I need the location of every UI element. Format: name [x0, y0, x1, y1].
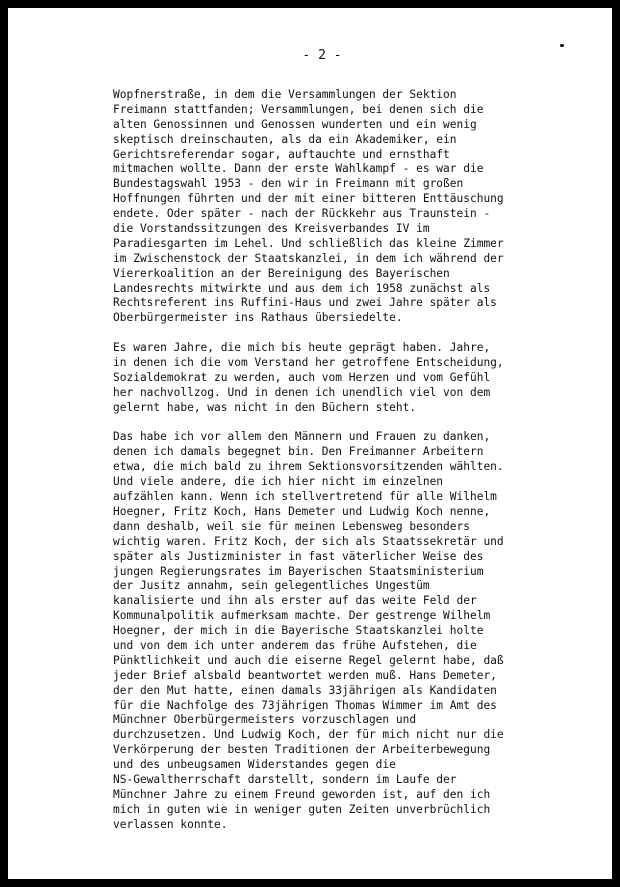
text-line: und des unbeugsamen Widerstandes gegen die — [113, 758, 396, 772]
text-line: skeptisch dreinschauten, als da ein Akademiker, ein — [113, 132, 457, 146]
ink-mark — [560, 44, 564, 47]
text-line: später als Justizminister in fast väterlicher Weise des — [113, 549, 484, 563]
text-line: NS-Gewaltherrschaft darstellt, sondern im Laufe der — [113, 772, 457, 786]
text-line: mitmachen wollte. Dann der erste Wahlkampf - es war die — [113, 162, 484, 176]
text-line: Sozialdemokrat zu werden, auch vom Herzen und vom Gefühl — [113, 370, 491, 384]
text-line: gelernt habe, was nicht in den Büchern steht. — [113, 400, 417, 414]
text-line: Paradiesgarten im Lehel. Und schließlich das kleine Zimmer — [113, 236, 504, 250]
text-line: dann deshalb, weil sie für meinen Lebensweg besonders — [113, 519, 470, 533]
text-line: Es waren Jahre, die mich bis heute geprägt haben. Jahre, — [113, 341, 491, 355]
body-text — [113, 88, 563, 847]
paragraph — [113, 430, 563, 832]
text-line: jungen Regierungsrates im Bayerischen Staatsministerium — [113, 564, 484, 578]
text-line: der den Mut hatte, einen damals 33jährigen als Kandidaten — [113, 683, 497, 697]
text-line: Hoffnungen führten und der mit einer bitteren Enttäuschung — [113, 192, 504, 206]
text-line: Verkörperung der besten Traditionen der Arbeiterbewegung — [113, 743, 491, 757]
text-line: der Jusitz annahm, sein gelegentliches Ungestüm — [113, 579, 430, 593]
text-line: Landesrechts mitwirkte und aus dem ich 1958 zunächst als — [113, 281, 491, 295]
text-line: für die Nachfolge des 73jährigen Thomas Wimmer im Amt des — [113, 698, 497, 712]
text-line: Freimann stattfanden; Versammlungen, bei denen sich die — [113, 102, 484, 116]
text-line: Rechtsreferent ins Ruffini-Haus und zwei Jahre später als — [113, 296, 497, 310]
text-line: alten Genossinnen und Genossen wunderten und ein wenig — [113, 117, 477, 131]
text-line: jeder Brief alsbald beantwortet werden muß. Hans Demeter, — [113, 668, 497, 682]
text-line: wichtig waren. Fritz Koch, der sich als Staatssekretär und — [113, 534, 504, 548]
paragraph — [113, 341, 563, 415]
text-line: die Vorstandssitzungen des Kreisverbandes IV im — [113, 222, 430, 236]
document-page — [8, 8, 612, 879]
text-line: etwa, die mich bald zu ihrem Sektionsvorsitzenden wählten. — [113, 460, 504, 474]
text-line: Pünktlichkeit und auch die eiserne Regel gelernt habe, daß — [113, 653, 504, 667]
text-line: endete. Oder später - nach der Rückkehr aus Traunstein - — [113, 207, 491, 221]
text-line: Bundestagswahl 1953 - den wir in Freimann mit großen — [113, 177, 464, 191]
text-line: kanalisierte und ihn als erster auf das weite Feld der — [113, 594, 477, 608]
text-line: denen ich damals begegnet bin. Den Freimanner Arbeitern — [113, 445, 484, 459]
text-line: Viererkoalition an der Bereinigung des Bayerischen — [113, 266, 450, 280]
text-line: Kommunalpolitik aufmerksam machte. Der gestrenge Wilhelm — [113, 609, 491, 623]
paragraph — [113, 88, 563, 326]
text-line: Hoegner, Fritz Koch, Hans Demeter und Ludwig Koch nenne, — [113, 504, 491, 518]
text-line: Münchner Jahre zu einem Freund geworden ist, auf den ich — [113, 787, 491, 801]
text-line: Wopfnerstraße, in dem die Versammlungen der Sektion — [113, 88, 457, 101]
text-line: Und viele andere, die ich hier nicht im einzelnen — [113, 475, 444, 489]
text-line: im Zwischenstock der Staatskanzlei, in dem ich während der — [113, 251, 504, 265]
text-line: durchzusetzen. Und Ludwig Koch, der für mich nicht nur die — [113, 728, 504, 742]
text-line: aufzählen kann. Wenn ich stellvertretend für alle Wilhelm — [113, 490, 497, 504]
text-line: Münchner Oberbürgermeisters vorzuschlagen und — [113, 713, 417, 727]
text-line: mich in guten wie in weniger guten Zeiten unverbrüchlich — [113, 802, 491, 816]
text-line: und von dem ich unter anderem das frühe Aufstehen, die — [113, 638, 477, 652]
text-line: Hoegner, der mich in die Bayerische Staatskanzlei holte — [113, 624, 484, 638]
text-line: her nachvollzog. Und in denen ich unendlich viel von dem — [113, 385, 491, 399]
page-number: - 2 - — [302, 48, 342, 63]
text-line: Das habe ich vor allem den Männern und Frauen zu danken, — [113, 430, 491, 444]
text-line: in denen ich die vom Verstand her getroffene Entscheidung, — [113, 356, 504, 370]
text-line: verlassen konnte. — [113, 817, 228, 831]
text-line: Gerichtsreferendar sogar, auftauchte und ernsthaft — [113, 147, 450, 161]
text-line: Oberbürgermeister ins Rathaus übersiedelte. — [113, 311, 403, 325]
